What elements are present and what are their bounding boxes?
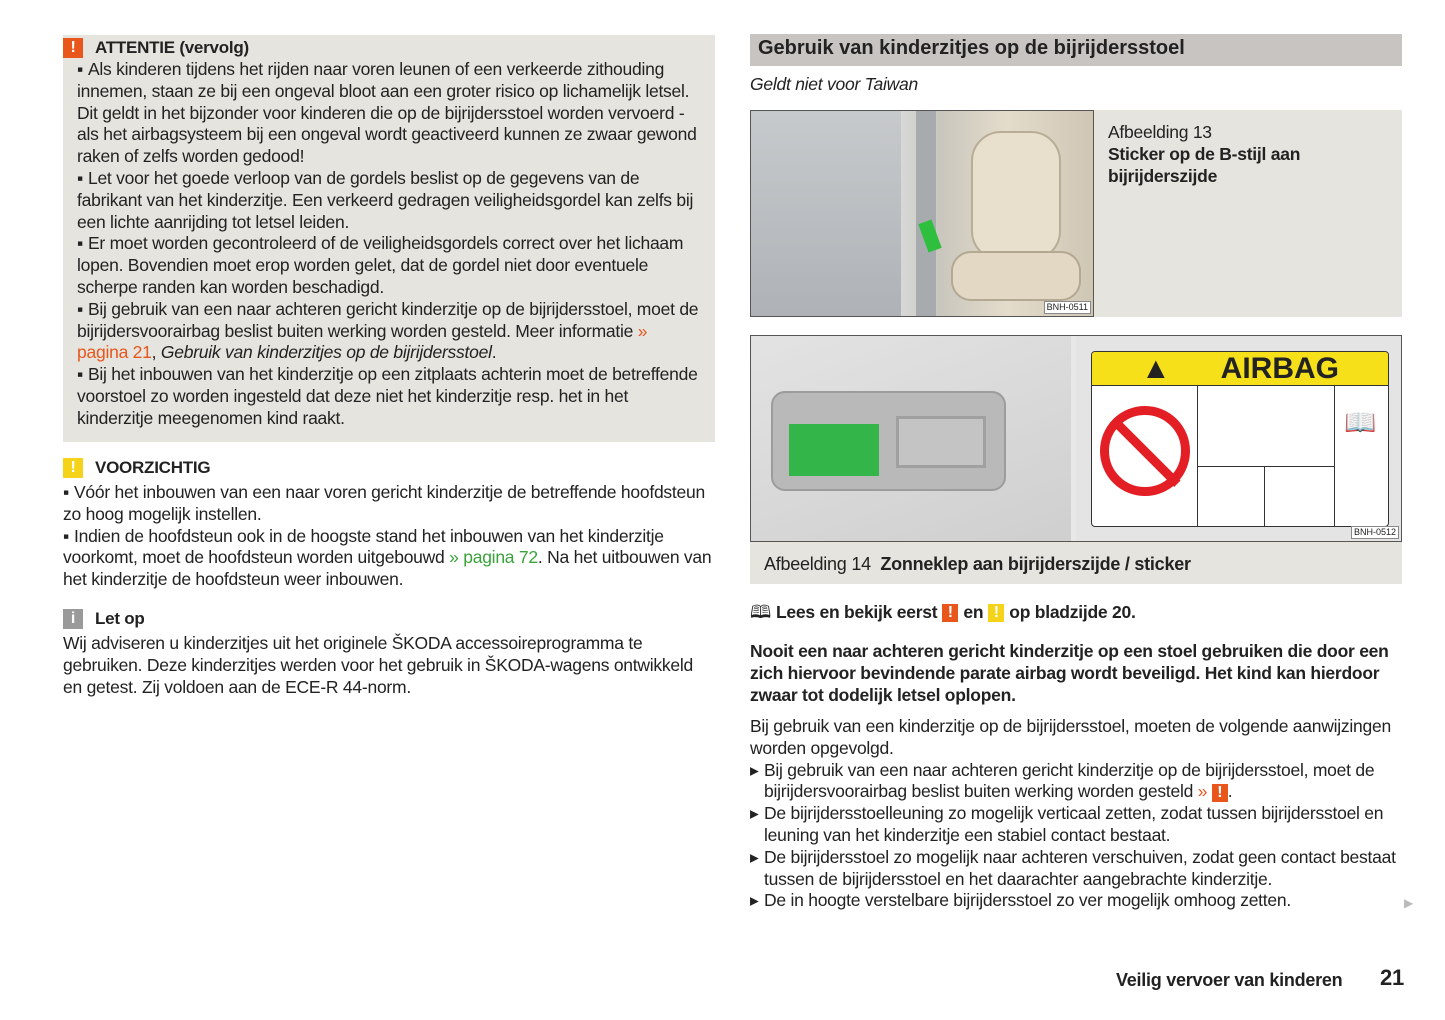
figure-caption: Sticker op de B-stijl aan bijrijderszijde [1108, 143, 1301, 186]
figure-13-photo [750, 110, 1094, 317]
attention-box [63, 35, 715, 442]
text: , [151, 342, 161, 363]
text: . Na het uitbouwen van het kinderzitje de hoofdsteun weer inbouwen. [63, 547, 712, 590]
step-item: ▸ Bij gebruik van een naar achteren gericht kinderzitje op de bijrijdersstoel, moet de bijrijdersvoorairbag beslist buiten werking worden gesteld » ! . [750, 760, 1400, 804]
caution-exclamation-icon: ! [63, 458, 83, 478]
book-icon: 🕮 [750, 602, 771, 622]
section-subtitle: Geldt niet voor Taiwan [750, 74, 918, 94]
continue-arrow-icon: ▶ [1404, 896, 1413, 910]
manual-book-icon: 📖 [1344, 407, 1377, 437]
instructions [750, 716, 1400, 912]
attention-title: ATTENTIE (vervolg) [95, 38, 249, 58]
warning-exclamation-icon: ! [942, 604, 958, 622]
text: Bij gebruik van een naar achteren gericht kinderzitje op de bijrijdersstoel, moet de bijrijdersvoorairbag beslist buiten werking worden gesteld [764, 759, 1375, 802]
note-section [63, 608, 715, 698]
text: Lees en bekijk eerst [775, 602, 938, 622]
caution-exclamation-icon: ! [988, 604, 1004, 622]
text: Indien de hoofdsteun ook in de hoogste stand het inbouwen van het kinderzitje voorkomt, moet de hoofdsteun worden uitgebouwd [63, 525, 664, 568]
figure-label: Afbeelding 13 [1108, 122, 1212, 142]
figure-code: BNH-0511 [1044, 301, 1091, 314]
warning-link[interactable]: » [1197, 781, 1208, 802]
read-first-reference [750, 602, 1136, 624]
figure-label: Afbeelding 14 [764, 554, 871, 574]
step-item: ▸ De bijrijdersstoelleuning zo mogelijk verticaal zetten, zodat tussen bijrijdersstoel en leuning van het kinderzitje een stabiel contact bestaat. [750, 803, 1400, 847]
text: en [963, 602, 984, 622]
section-reference: Gebruik van kinderzitjes op de bijrijdersstoel [160, 342, 492, 363]
info-icon: i [63, 609, 83, 629]
attention-paragraph: ▪ Er moet worden gecontroleerd of de veiligheidsgordels correct over het lichaam lopen. Bovendien moet erop worden gelet, dat de gordel niet door eventuele scherpe randen kan worden beschadigd. [77, 233, 701, 298]
step-item: ▸ De bijrijdersstoel zo mogelijk naar achteren verschuiven, zodat geen contact bestaat tussen de bijrijdersstoel en het daarachter aangebrachte kinderzitje. [750, 847, 1400, 891]
caution-paragraph: ▪ Vóór het inbouwen van een naar voren gericht kinderzitje de betreffende hoofdsteun zo hoog mogelijk instellen. [63, 482, 715, 526]
caution-title: VOORZICHTIG [95, 458, 211, 478]
text: op bladzijde 20. [1009, 602, 1136, 622]
page-number: 21 [1380, 965, 1404, 990]
figure-14-caption [750, 542, 1402, 584]
figure-13-caption [1094, 110, 1402, 317]
text: . [491, 342, 497, 363]
text: Bij gebruik van een naar achteren gericht kinderzitje op de bijrijdersstoel, moet de bijrijdersvoorairbag beslist buiten werking worden gesteld. Meer informatie [77, 298, 699, 341]
attention-paragraph: ▪ Let voor het goede verloop van de gordels beslist op de gegevens van de fabrikant van het kinderzitje. Een verkeerd gedragen veiligheidsgordel kan zelfs bij een lichte aanrijding tot letsel leiden. [77, 168, 701, 233]
no-rear-facing-seat-icon [1100, 406, 1190, 496]
intro-text: Bij gebruik van een kinderzitje op de bijrijdersstoel, moeten de volgende aanwijzingen worden opgevolgd. [750, 716, 1391, 758]
attention-paragraph: ▪ Als kinderen tijdens het rijden naar voren leunen of een verkeerde zithouding innemen, staan ze bij een ongeval bloot aan een groter risico op lichamelijk letsel. Dit geldt in het bijzonder voor kinderen die op de bijrijdersstoel worden vervoerd - als het airbagsysteem bij een ongeval wordt geactiveerd kunnen ze zwaar gewond raken of zelfs worden gedood! [77, 59, 701, 168]
attention-paragraph [77, 299, 701, 364]
attention-paragraph: ▪ Bij het inbouwen van het kinderzitje op een zitplaats achterin moet de betreffende voorstoel zo worden ingesteld dat deze niet het kinderzitje resp. het in het kinderzitje meegenomen kind raakt. [77, 364, 701, 429]
warning-exclamation-icon: ! [63, 38, 83, 58]
note-title: Let op [95, 609, 145, 629]
figure-14-image [750, 335, 1402, 542]
airbag-sticker [1091, 351, 1389, 527]
note-text: Wij adviseren u kinderzitjes uit het originele ŠKODA accessoireprogramma te gebruiken. Deze kinderzitjes werden voor het gebruik in ŠKODA-wagens ontwikkeld en getest. Zij voldoen aan de ECE-R 44-norm. [63, 633, 694, 697]
sticker-title: AIRBAG [1220, 351, 1340, 385]
page-link[interactable]: » pagina 72 [449, 547, 538, 568]
caution-section [63, 457, 715, 591]
warning-triangle-icon: ▲ [1140, 351, 1171, 385]
step-item: ▸ De in hoogte verstelbare bijrijdersstoel zo ver mogelijk omhoog zetten. [750, 890, 1400, 912]
section-title: Gebruik van kinderzitjes op de bijrijdersstoel [750, 34, 1402, 66]
page-link[interactable]: » pagina 21 [77, 320, 648, 363]
figure-caption: Zonneklep aan bijrijderszijde / sticker [880, 554, 1191, 574]
bold-warning: Nooit een naar achteren gericht kinderzitje op een stoel gebruiken die door een zich hiervoor bevindende parate airbag wordt beveiligd. Het kind kan hierdoor zwaar tot dodelijk letsel oplopen. [750, 641, 1389, 705]
footer-chapter: Veilig vervoer van kinderen [1116, 970, 1343, 990]
caution-paragraph [63, 526, 715, 591]
sticker-marker [789, 424, 879, 476]
figure-code: BNH-0512 [1351, 526, 1399, 539]
warning-exclamation-icon: ! [1212, 784, 1228, 802]
